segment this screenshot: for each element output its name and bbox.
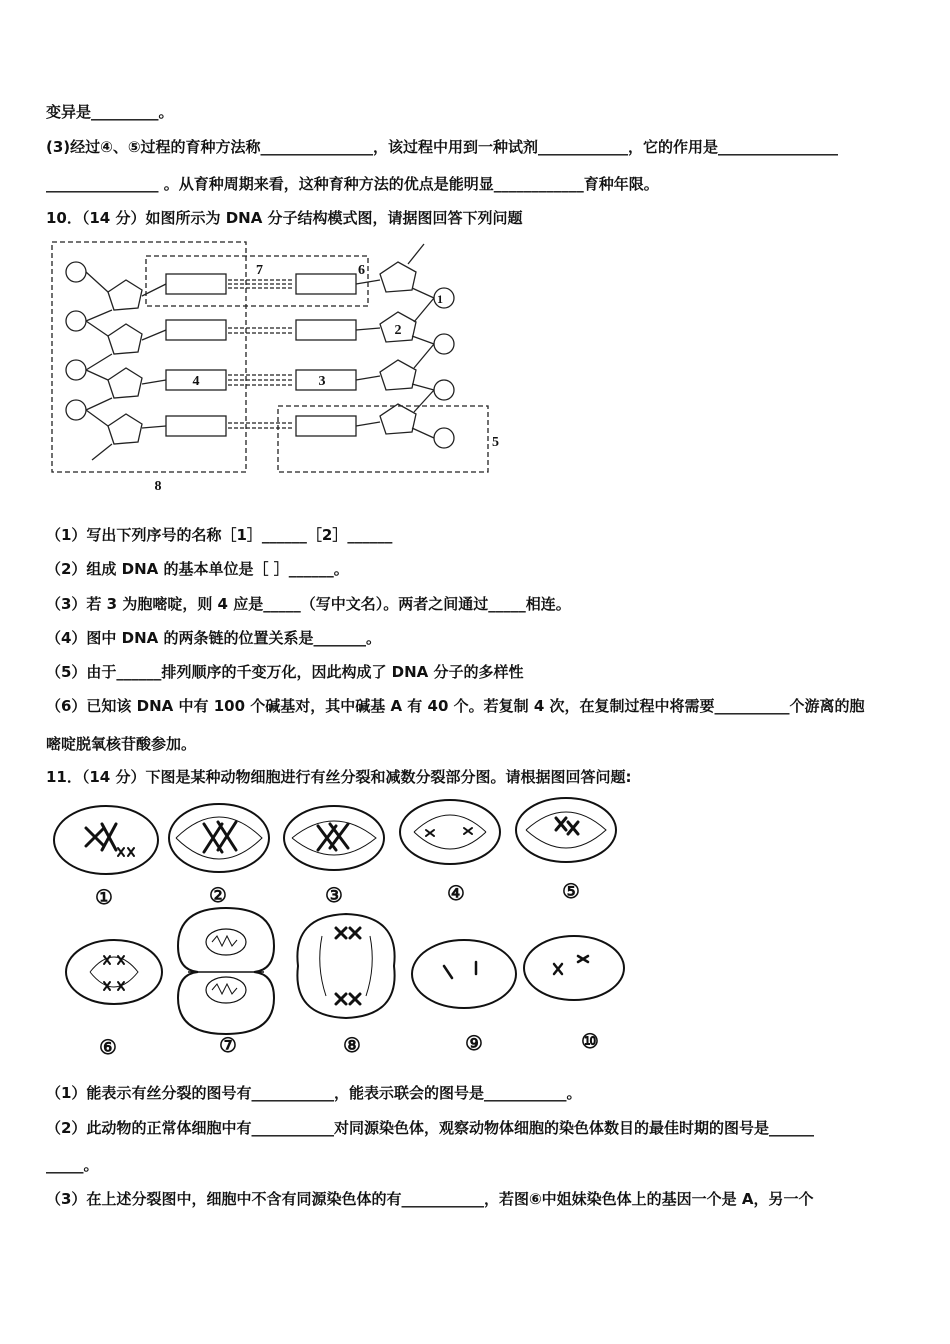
base	[166, 320, 226, 340]
base	[166, 416, 226, 436]
dna-structure-figure	[46, 236, 506, 498]
cell-10	[524, 936, 624, 1000]
cell-4	[400, 800, 500, 864]
phosphate	[66, 400, 86, 420]
label-2: 2	[394, 323, 402, 338]
cell-label-6: ⑥	[99, 1037, 117, 1059]
text-line-1: 变异是_________。	[46, 103, 174, 121]
cell-label-5: ⑤	[562, 881, 580, 903]
box-8	[52, 242, 246, 472]
question-11-part-2a: （2）此动物的正常体细胞中有___________对同源染色体，观察动物体细胞的染色体数目的最佳时期的图号是______	[46, 1119, 814, 1137]
cell-2	[169, 804, 269, 872]
cell-7	[178, 908, 274, 1034]
chromosomes-9	[444, 962, 476, 978]
chromosomes-5	[556, 818, 578, 834]
cell-label-7: ⑦	[219, 1035, 237, 1057]
label-3: 3	[318, 374, 326, 389]
cell-9	[412, 940, 516, 1008]
label-4: 4	[192, 374, 200, 389]
cell-3	[284, 806, 384, 870]
text-line-3: _______________ 。从育种周期来看，这种育种方法的优点是能明显____________育种年限。	[46, 175, 659, 193]
base-3	[296, 370, 356, 390]
chromosomes-10	[554, 956, 588, 974]
deoxyribose	[380, 404, 416, 434]
cell-label-9: ⑨	[465, 1033, 483, 1055]
cell-label-10: ⑩	[581, 1031, 599, 1053]
cell-label-1: ①	[95, 887, 113, 909]
deoxyribose	[380, 262, 416, 292]
base	[296, 320, 356, 340]
label-7: 7	[256, 263, 263, 278]
base	[166, 274, 226, 294]
phosphate	[434, 380, 454, 400]
question-11-title: 11．（14 分）下图是某种动物细胞进行有丝分裂和减数分裂部分图。请根据图回答问题:	[46, 768, 632, 786]
question-11-part-2b: _____。	[46, 1156, 99, 1174]
deoxyribose	[108, 324, 142, 354]
deoxyribose	[108, 280, 142, 310]
label-5: 5	[492, 435, 499, 450]
cell-label-2: ②	[209, 885, 227, 907]
deoxyribose	[380, 360, 416, 390]
deoxyribose	[108, 414, 142, 444]
question-10-part-6b: 嘧啶脱氧核苷酸参加。	[46, 735, 197, 753]
phosphate	[434, 428, 454, 448]
cell-label-8: ⑧	[343, 1035, 361, 1057]
phosphate	[434, 334, 454, 354]
chromosomes-4	[426, 828, 472, 836]
chromosomes-1	[86, 824, 116, 850]
text-line-2: (3)经过④、⑤过程的育种方法称_______________，该过程中用到一种试剂____________，它的作用是________________	[46, 138, 839, 156]
question-10-part-1: （1）写出下列序号的名称［1］______［2］______	[46, 526, 393, 544]
question-10-part-6a: （6）已知该 DNA 中有 100 个碱基对，其中碱基 A 有 40 个。若复制 4 次，在复制过程中将需要__________个游离的胞	[46, 697, 865, 715]
phosphate	[66, 360, 86, 380]
base-6	[296, 274, 356, 294]
chromosomes-3	[318, 824, 348, 850]
chromosomes-8	[336, 928, 360, 1004]
base	[296, 416, 356, 436]
question-10-title: 10．（14 分）如图所示为 DNA 分子结构模式图，请据图回答下列问题	[46, 209, 523, 227]
chromosomes-2	[204, 822, 236, 852]
question-11-part-3: （3）在上述分裂图中，细胞中不含有同源染色体的有___________，若图⑥中姐妹染色体上的基因一个是 A，另一个	[46, 1190, 814, 1208]
label-6: 6	[358, 263, 365, 278]
cell-label-4: ④	[447, 883, 465, 905]
phosphate	[66, 262, 86, 282]
chromosomes-6	[104, 956, 124, 990]
cell-division-figure	[46, 796, 646, 1062]
label-8: 8	[154, 479, 162, 494]
question-10-part-4: （4）图中 DNA 的两条链的位置关系是_______。	[46, 629, 381, 647]
question-10-part-3: （3）若 3 为胞嘧啶，则 4 应是_____（写中文名）。两者之间通过_____相连。	[46, 595, 571, 613]
question-10-part-5: （5）由于______排列顺序的千变万化，因此构成了 DNA 分子的多样性	[46, 663, 524, 681]
cell-label-3: ③	[325, 885, 343, 907]
question-11-part-1: （1）能表示有丝分裂的图号有___________，能表示联会的图号是___________。	[46, 1084, 582, 1102]
phosphate	[66, 311, 86, 331]
cell-6	[66, 940, 162, 1004]
question-10-part-2: （2）组成 DNA 的基本单位是［ ］______。	[46, 560, 349, 578]
deoxyribose	[108, 368, 142, 398]
label-1: 1	[437, 292, 443, 306]
